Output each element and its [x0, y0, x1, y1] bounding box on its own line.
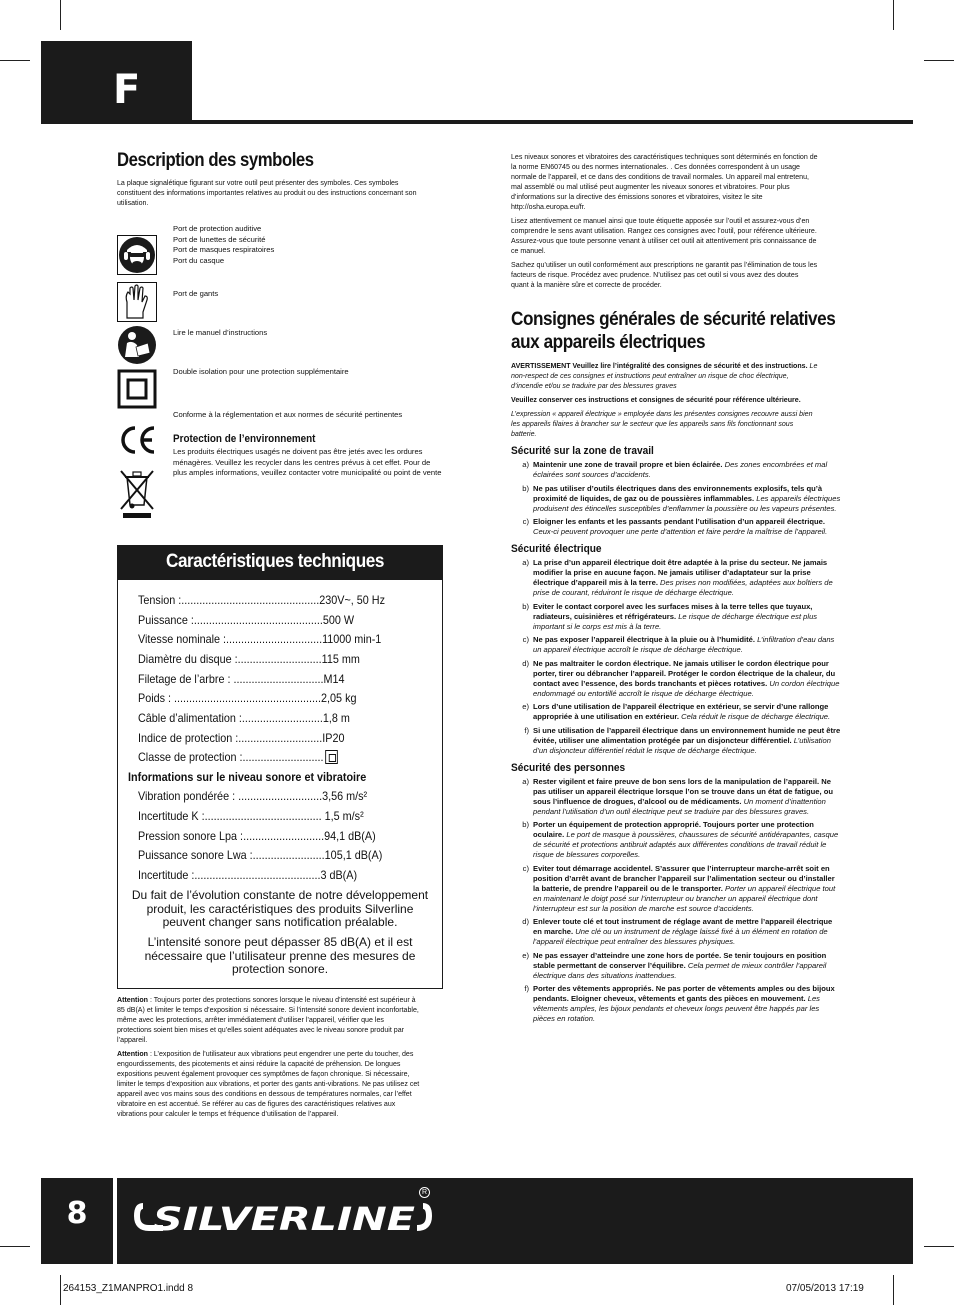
item-italic: Ceux-ci peuvent provoquer une perte d’attention et faire perdre la maîtrise de l’appareil.	[533, 527, 828, 536]
safety-item	[511, 635, 841, 655]
item-bold: Rester vigilent et faire preuve de bon sens lors de la manipulation de l’appareil. Ne pas utiliser un appareil électrique lorsque l’on se trouve dans un état de fatigue, ou sous l’influence de drogues, d’alcool ou de médicaments.	[533, 776, 834, 806]
ppe-head-icon	[117, 235, 157, 275]
footer-separator	[113, 1178, 117, 1264]
item-text	[533, 726, 841, 756]
symbol-ce-text: Conforme à la réglementation et aux normes de sécurité pertinentes	[173, 410, 403, 419]
registered-mark: R	[419, 1187, 430, 1198]
item-letter: f)	[524, 725, 529, 735]
section-title: Sécurité électrique	[511, 543, 602, 555]
item-letter: c)	[522, 863, 529, 873]
item-bold: Ne pas utiliser d’outils électriques dans des environnements explosifs, tels qu’à proximité de liquides, de gaz ou de poussières inflammables.	[533, 483, 823, 503]
item-text	[533, 460, 841, 480]
safety-sections	[511, 445, 841, 1024]
item-bold: Maintenir une zone de travail propre et bien éclairée.	[533, 460, 723, 469]
gloves-icon	[117, 282, 157, 322]
item-text	[533, 864, 841, 914]
crop-mark	[60, 0, 61, 30]
spec-thread: Filetage de l’arbre : ..............................M14	[138, 672, 345, 686]
header-rule	[41, 120, 913, 124]
item-text	[533, 820, 841, 860]
item-text	[533, 917, 841, 947]
item-text	[533, 517, 841, 537]
language-code: F	[113, 67, 141, 113]
symbol-list	[117, 222, 443, 522]
section-title: Sécurité des personnes	[511, 761, 626, 774]
paragraph-manual: Lisez attentivement ce manuel ainsi que toute étiquette apposée sur l’outil et assurez-vous d’en comprendre le sens avant utilisation. Rangez ces consignes avec l’outil, pour référence ultérieure. Assurez-vous que toute personne venant à utiliser cet outil ait attentivement pris connaissance de ce manuel.	[511, 216, 817, 255]
item-bold: Eviter tout démarrage accidentel. S’assurer que l’interrupteur marche-arrêt soit en position d’arrêt avant de brancher l’appareil sur l’alimentation secteur ou d’installer la batterie, de prendre l’appareil ou de le transporter.	[533, 863, 835, 893]
safety-item	[511, 517, 841, 537]
item-text	[533, 602, 841, 632]
section-title: Sécurité sur la zone de travail	[511, 445, 654, 457]
item-bold: Ne pas exposer l’appareil électrique à la pluie ou à l’humidité.	[533, 635, 755, 644]
safety-column	[511, 152, 841, 1028]
class-ii-icon	[325, 750, 338, 764]
safety-intro	[511, 361, 818, 439]
safety-title: Consignes générales de sécurité relatives aux appareils électriques	[511, 308, 836, 353]
paragraph-standards: Les niveaux sonores et vibratoires des caractéristiques techniques sont déterminés en fonction de la norme EN60745 ou des normes internationales. . Ces données correspondent à un usage normale de l’appareil, et ce dans des conditions de travail normales. Un appareil mal entretenu, mal assemblé ou mal utilisé peut augmenter les niveaux sonores et vibratoires. Pour plus d’informations sur la directive des émissions sonores et vibratoires, visitez le site http://osha.europa.eu/fr.	[511, 152, 818, 211]
item-text	[533, 635, 841, 655]
item-italic: L’infiltration d’eau dans un appareil électrique accroît le risque de décharge électrique.	[533, 635, 835, 654]
language-tab	[41, 41, 192, 123]
tech-note-2: L’intensité sonore peut dépasser 85 dB(A) et il est nécessaire que l’utilisateur prenne des mesures de protection sonore.	[144, 935, 416, 976]
item-italic: Des zones encombrées et mal éclairées sont sources d’accidents.	[533, 460, 828, 479]
tech-note-1: Du fait de l’évolution constante de notre développement produit, les caractéristiques des produits Silverline peuvent changer sans notification préalable.	[131, 888, 429, 929]
expression-definition: L’expression « appareil électrique » employée dans les présentes consignes recouvre aussi bien les appareils filaires à brancher sur le secteur que les appareils sans fils fonctionnant sous batterie.	[511, 409, 813, 438]
item-text	[533, 702, 841, 722]
item-letter: b)	[522, 820, 529, 829]
safety-item	[511, 951, 841, 981]
item-letter: d)	[522, 917, 529, 926]
symbols-section	[117, 150, 443, 208]
item-text	[533, 659, 841, 699]
safety-item	[511, 917, 841, 947]
item-text	[533, 558, 841, 598]
item-text	[533, 777, 841, 817]
crop-mark	[893, 0, 894, 30]
item-letter: d)	[522, 658, 529, 668]
item-italic: L’utilisation d’un disjoncteur différentiel réduit le risque de décharge électrique.	[533, 735, 831, 755]
tech-specs-title: Caractéristiques techniques	[166, 550, 384, 572]
item-letter: e)	[522, 950, 529, 960]
symbols-title: Description des symboles	[117, 150, 314, 171]
symbol-gloves-text: Port de gants	[173, 289, 219, 298]
spec-speed: Vitesse nominale :................................11000 min-1	[138, 632, 382, 646]
spec-lwa: Puissance sonore Lwa :........................105,1 dB(A)	[138, 848, 383, 862]
spec-class: Classe de protection :...........................	[138, 750, 338, 764]
item-letter: b)	[522, 483, 529, 493]
crop-mark	[0, 60, 30, 61]
page-number: 8	[66, 1196, 88, 1231]
crop-mark	[924, 60, 954, 61]
item-bold: Lors d’une utilisation de l’appareil électrique en extérieur, se servir d’une rallonge appropriée à une utilisation en extérieur.	[533, 702, 829, 721]
warning-read-all: AVERTISSEMENT Veuillez lire l’intégralité des consignes de sécurité et des instructions. Le non-respect de ces consignes et instructions peut entraîner un risque de choc électrique, d’incendie et/ou se traduire par des blessures graves	[511, 361, 818, 390]
footer-bar	[41, 1178, 913, 1264]
spec-uncertainty-k: Incertitude K :....................................... 1,5 m/s²	[138, 809, 364, 823]
item-bold: Eloigner les enfants et les passants pendant l’utilisation d’un appareil électrique.	[533, 517, 826, 526]
safety-item	[511, 484, 841, 514]
safety-item	[511, 602, 841, 632]
item-letter: a)	[522, 776, 529, 786]
silverline-logo	[133, 1186, 433, 1246]
item-italic: Une clé ou un instrument de réglage laissé fixé à un élément en rotation de l’appareil électrique peut entraîner des blessures physiques.	[533, 927, 828, 946]
item-italic: Les appareils électriques produisent des étincelles susceptibles d’enflammer la poussière ou les vapeurs présentes.	[533, 493, 841, 513]
item-bold: Eviter le contact corporel avec les surfaces mises à la terre telles que tuyaux, radiateurs, cuisinières et réfrigérateurs.	[533, 601, 813, 621]
paragraph-risk: Sachez qu’utiliser un outil conformément aux prescriptions ne garantit pas l’élimination de tous les facteurs de risque. Procédez avec prudence. N’utilisez pas cet outil si vous avez des doutes quant à la manière sûre et correcte de procéder.	[511, 260, 818, 289]
safety-item	[511, 984, 841, 1024]
item-italic: Des prises non modifiées, adaptées aux boîtiers de prise de courant, réduiront le risque de décharge électrique.	[533, 578, 833, 597]
safety-item	[511, 659, 841, 699]
spec-cable: Câble d’alimentation :...........................1,8 m	[138, 711, 350, 725]
weee-bin-icon	[117, 467, 157, 519]
ce-mark-icon	[117, 420, 157, 460]
item-bold: Enlever toute clé et tout instrument de réglage avant de mettre l’appareil électrique en marche.	[533, 917, 833, 936]
environment-block	[173, 433, 443, 479]
safety-item	[511, 777, 841, 817]
environment-title: Protection de l’environnement	[173, 433, 316, 445]
keep-instructions: Veuillez conserver ces instructions et consignes de sécurité pour référence ultérieure.	[511, 395, 801, 404]
spec-ip: Indice de protection :............................IP20	[138, 731, 345, 745]
safety-item	[511, 558, 841, 598]
symbol-ppe-text: Port de protection auditive Port de lunettes de sécurité Port de masques respiratoires Port du casque	[173, 224, 275, 265]
item-letter: e)	[522, 702, 529, 711]
file-date: 07/05/2013 17:19	[786, 1283, 864, 1294]
safety-item	[511, 820, 841, 860]
safety-item	[511, 864, 841, 914]
safety-item	[511, 460, 841, 480]
spec-voltage: Tension :..............................................230V~, 50 Hz	[138, 593, 386, 607]
double-insulation-icon	[117, 369, 157, 409]
symbols-intro: La plaque signalétique figurant sur votre outil peut présenter des symboles. Ces symboles constituent des informations importantes relatives au produit ou des instructions concernant son utilisation.	[117, 178, 417, 207]
item-italic: Cela réduit le risque de décharge électrique.	[679, 712, 831, 721]
item-text	[533, 951, 841, 981]
item-bold: Ne pas essayer d’atteindre une zone hors de portée. Se tenir toujours en position stable permettant de conserver l’équilibre.	[533, 950, 827, 970]
item-bold: Si une utilisation de l’appareil électrique dans un environnement humide ne peut être évitée, utiliser une alimentation protégée par un disjoncteur différentiel.	[533, 725, 841, 745]
crop-mark	[60, 1275, 61, 1305]
warning-noise: Attention : Toujours porter des protections sonores lorsque le niveau d’intensité est supérieur à 85 dB(A) et limiter le temps d’exposition si nécessaire. Si l’intensité sonore devient inconfortable, même avec les protections, arrêter immédiatement d’utiliser l’appareil, vérifier que les protections soient bien mises et qu’elles soient adéquates avec le niveau sonore produit par l’appareil.	[117, 995, 419, 1044]
item-bold: Porter un équipement de protection approprié. Toujours porter une protection oculaire.	[533, 820, 814, 839]
item-italic: Porter un appareil électrique tout en maintenant le doigt posé sur l’interrupteur ou brancher un appareil électrique dont l’interrupteur est sur la position de marche est source d’accidents.	[533, 883, 836, 913]
spec-uncertainty: Incertitude :..........................................3 dB(A)	[138, 868, 358, 882]
spec-weight: Poids : .................................................2,05 kg	[138, 691, 357, 705]
sound-title: Informations sur le niveau sonore et vibratoire	[128, 770, 367, 784]
tech-specs-header	[118, 546, 442, 580]
item-letter: a)	[522, 460, 529, 469]
symbol-insulation-text: Double isolation pour une protection supplémentaire	[173, 367, 349, 376]
item-italic: Le risque de décharge électrique est plus important si le corps est mis à la terre.	[533, 611, 818, 631]
item-letter: c)	[522, 635, 529, 644]
crop-mark	[893, 1275, 894, 1305]
environment-text: Les produits électriques usagés ne doivent pas être jetés avec les ordures ménagères. Veuillez les recycler dans les centres prévus à cet effet. Pour de plus amples informations, veuillez contacter votre municipalité ou point de vente	[173, 447, 442, 477]
crop-mark	[924, 1246, 954, 1247]
spec-power: Puissance :...........................................500 W	[138, 613, 355, 627]
item-italic: Les vêtements amples, les bijoux pendants et cheveux longs peuvent être happés par les pièces en rotation.	[533, 994, 820, 1023]
spec-vibration: Vibration pondérée : ............................3,56 m/s²	[138, 789, 368, 803]
item-italic: Le port de masque à poussières, chaussures de sécurité antidérapantes, casque de sécurité et protections antibruit adaptés aux différentes conditions de travail réduit le risque de blessures corporelles.	[533, 830, 839, 859]
item-bold: Porter des vêtements appropriés. Ne pas porter de vêtements amples ou des bijoux pendants. Eloigner cheveux, vêtements et gants des pièces en mouvement.	[533, 984, 835, 1003]
manual-icon	[117, 325, 157, 365]
tech-specs-box	[117, 545, 443, 989]
item-text	[533, 984, 841, 1024]
spec-disc: Diamètre du disque :............................115 mm	[138, 652, 360, 666]
item-bold: La prise d’un appareil électrique doit être adaptée à la prise du secteur. Ne jamais modifier la prise en aucune façon. Ne jamais utiliser d’adaptateur sur la prise électrique d’appareil mis à la terre.	[533, 558, 828, 587]
brand-wordmark: SILVERLINE	[153, 1200, 416, 1238]
item-bold: Ne pas maltraiter le cordon électrique. Ne jamais utiliser le cordon électrique pour porter, tirer ou débrancher l’appareil. Protéger le cordon électrique de la chaleur, du contact avec l’essence, des bords tranchants et pièces rotatives.	[533, 658, 836, 688]
intro-paragraphs	[511, 152, 818, 290]
symbol-manual-text: Lire le manuel d’instructions	[173, 328, 268, 337]
safety-item	[511, 702, 841, 722]
crop-mark	[0, 1246, 30, 1247]
item-letter: b)	[522, 601, 529, 611]
warnings-block	[117, 995, 420, 1123]
item-italic: Un cordon électrique endommagé ou entortillé accroît le risque de décharge électrique.	[533, 678, 840, 698]
item-letter: a)	[522, 558, 529, 567]
item-letter: f)	[524, 984, 529, 993]
item-italic: Cela permet de mieux contrôler l’appareil électrique dans des situations inattendues.	[533, 960, 827, 980]
item-letter: c)	[522, 517, 529, 526]
item-text	[533, 484, 841, 514]
safety-item	[511, 726, 841, 756]
spec-lpa: Pression sonore Lpa :...........................94,1 dB(A)	[138, 829, 376, 843]
warning-vibration: Attention : L’exposition de l’utilisateur aux vibrations peut engendrer une perte du toucher, des engourdissements, des picotements et ainsi réduire la capacité de préhension. De longues expositions peuvent également provoquer ces symptômes de façon chronique. Si nécessaire, limiter le temps d’exposition aux vibrations, et porter des gants anti-vibrations. Ne pas utilisez cet appareil avec vos mains sous des conditions en dessous de températures normales, car l’effet vibratoire en est accentué. Se référer au cas de figures des caractéristiques relatives aux vibrations pour calculer le temps et fréquence d’utilisation de l’appareil.	[117, 1049, 420, 1118]
file-name: 264153_Z1MANPRO1.indd 8	[63, 1283, 194, 1294]
item-italic: Un moment d’inattention pendant l’utilisation d’un outil électrique peut se traduire par des blessures graves.	[533, 796, 826, 816]
